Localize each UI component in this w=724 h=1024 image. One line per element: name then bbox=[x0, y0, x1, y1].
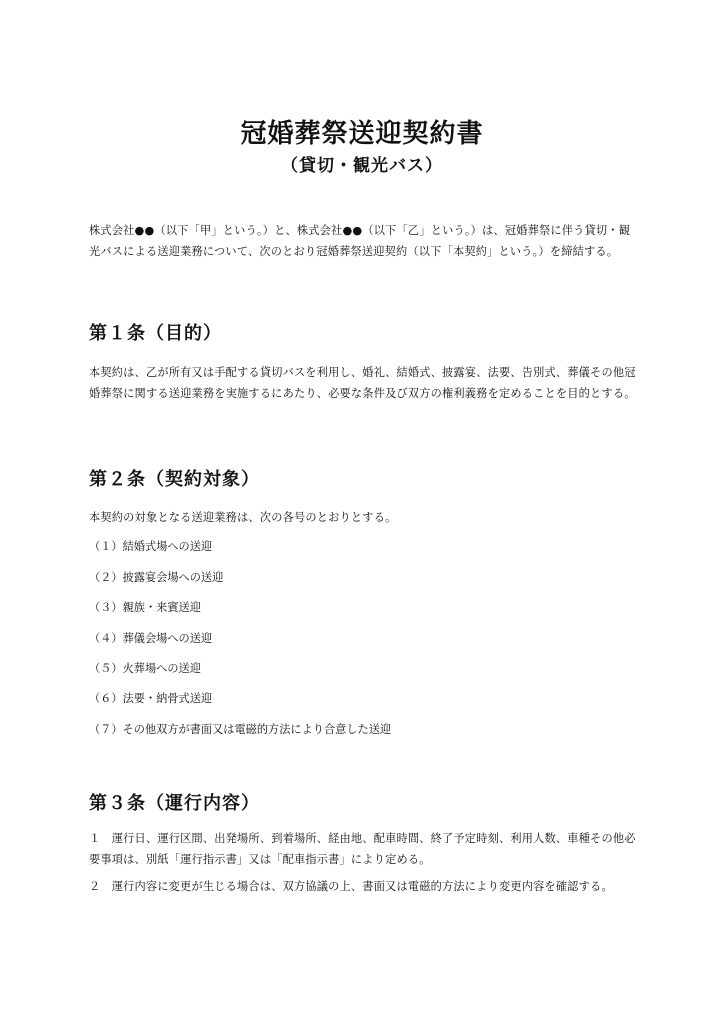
article-2-item: （３）親族・来賓送迎 bbox=[89, 601, 201, 614]
article-2-item: （４）葬儀会場への送迎 bbox=[89, 632, 213, 645]
article-1-heading: 第１条（目的） bbox=[89, 323, 222, 344]
article-2-item: （７）その他双方が書面又は電磁的方法により合意した送迎 bbox=[89, 723, 392, 736]
article-2-item: （６）法要・納骨式送迎 bbox=[89, 692, 213, 705]
article-3-paragraph-2: ２ 運行内容に変更が生じる場合は、双方協議の上、書面又は電磁的方法により変更内容を確認する。 bbox=[89, 880, 613, 893]
article-1-body: 本契約は、乙が所有又は手配する貸切バスを利用し、婚礼、結婚式、披露宴、法要、告別式、葬儀その他冠婚葬祭に関する送迎業務を実施するにあたり、必要な条件及び双方の権利義務を定めることを目的とする。 bbox=[89, 366, 636, 400]
article-2-intro: 本契約の対象となる送迎業務は、次の各号のとおりとする。 bbox=[89, 511, 397, 524]
article-2-item: （５）火葬場への送迎 bbox=[89, 662, 201, 675]
article-2-heading: 第２条（契約対象） bbox=[89, 469, 260, 490]
article-2-item: （２）披露宴会場への送迎 bbox=[89, 571, 224, 584]
document-title: 冠婚葬祭送迎契約書 bbox=[240, 119, 484, 149]
document-subtitle: （貸切・観光バス） bbox=[281, 156, 443, 176]
article-2-item: （１）結婚式場への送迎 bbox=[89, 540, 213, 553]
article-3-heading: 第３条（運行内容） bbox=[89, 793, 260, 814]
preamble-paragraph: 株式会社●●（以下「甲」という。）と、株式会社●●（以下「乙」という。）は、冠婚葬祭に伴う貸切・観光バスによる送迎業務について、次のとおり冠婚葬祭送迎契約（以下「本契約」という。）を締結する。 bbox=[89, 224, 631, 258]
article-3-paragraph-1: １ 運行日、運行区間、出発場所、到着場所、経由地、配車時間、終了予定時刻、利用人数、車種その他必要事項は、別紙「運行指示書」又は「配車指示書」により定める。 bbox=[89, 832, 636, 866]
